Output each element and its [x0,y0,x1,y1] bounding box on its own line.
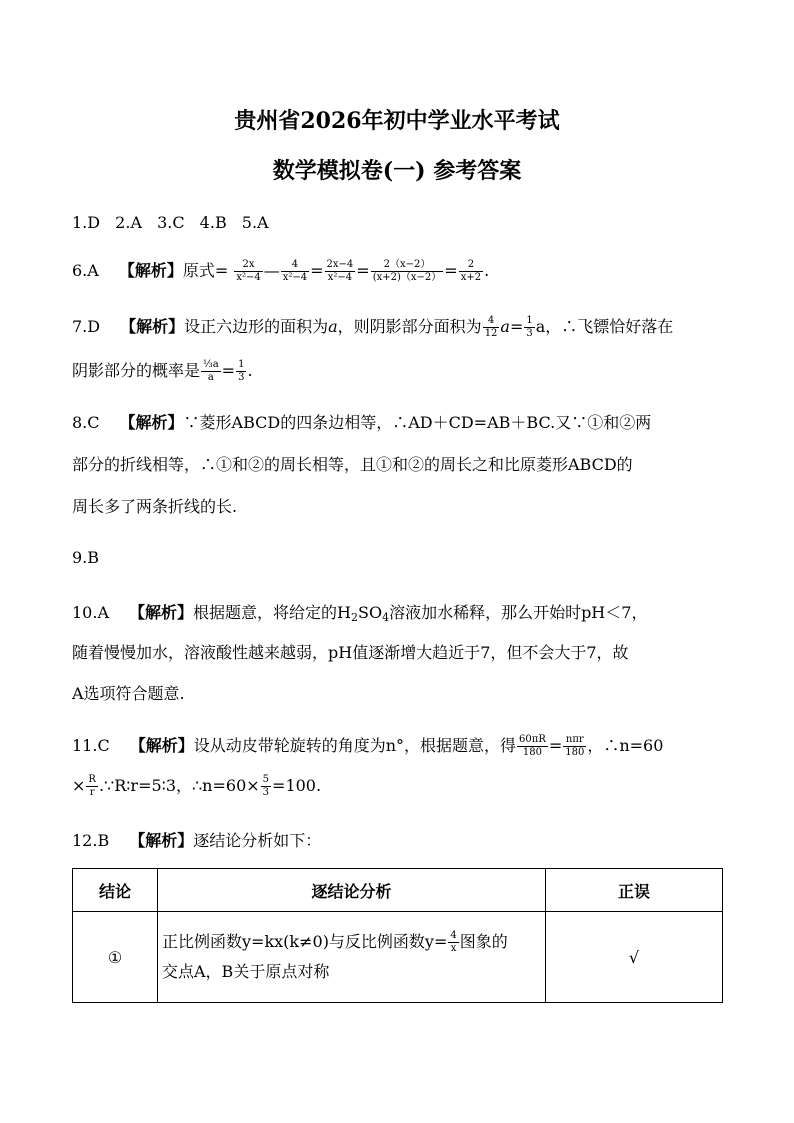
question-8-line-1: 8.C 【解析】∵菱形ABCD的四条边相等，∴AD＋CD=AB＋BC.又∵①和②两 [72,413,652,432]
q6-frac-3: $\frac{2x-4}{\text{x²−4}}$ [326,259,354,283]
table-cell-label: ① [73,912,158,1003]
table-header: 逐结论分析 [158,869,546,912]
q6-number: 6.A [72,261,99,280]
q7-frac-d: $\frac{1}{3}$ [238,359,245,383]
q11-frac-d: $\frac{5}{3}$ [262,774,270,798]
table-header-row [73,869,723,912]
q6-frac-1: $\frac{2x}{\text{x²−4}}$ [236,259,261,283]
q11-frac-a: $\frac{60\pi R}{180}$ [519,734,546,758]
q6-frac-4: $\frac{2(x-2)}{(x+2)(x-2)}$ [372,259,442,283]
table-row [73,912,723,1003]
question-10-line-2: 随着慢慢加水，溶液酸性越来越弱，pH值逐渐增大趋近于7，但不会大于7，故 [72,643,629,662]
answers-1-5: 1.D 2.A 3.C 4.B 5.A [72,213,269,232]
question-7-line-1: 7.D 【解析】设正六边形的面积为a，则阴影部分面积为 $\frac{4}{12}$ a= $\frac{1}{3}$ a，∴飞镖恰好落在 [72,315,674,339]
question-11-line-2: × $\frac{R}{r}$ .∵R∶r=5∶3，∴n=60× $\frac{5}{3}$ =100. [72,774,322,798]
table-cell-analysis: 正比例函数y=kx(k≠0)与反比例函数y= $\frac{4}{x}$ 图象的 交点A，B关于原点对称 [158,912,546,1003]
question-6: 6.A 【解析】原式= $\frac{2x}{\text{x²−4}}$ — $\frac{4}{\text{x²−4}}$ = $\frac{2x-4}{\text{x²−4}}$ = $\frac{2(x-2)}{(x+2)(x-2)}$ = $\frac{2}{x+2}$ . [72,259,490,283]
question-11-line-1: 11.C 【解析】设从动皮带轮旋转的角度为n°，根据题意，得 $\frac{60\pi R}{180}$ = $\frac{\text{nπr}}{180}$ ，∴n=60 [72,734,664,758]
table-header: 正误 [546,869,723,912]
question-8-line-2: 部分的折线相等，∴①和②的周长相等，且①和②的周长之和比原菱形ABCD的 [72,455,633,474]
page-subtitle: 数学模拟卷(一) 参考答案 [272,158,522,184]
question-7-line-2: 阴影部分的概率是 $\frac{\text{⅓a}}{a}$ = $\frac{1}{3}$ . [72,359,253,383]
table-header: 结论 [73,869,158,912]
q6-text: 原式= [182,261,229,280]
q11-frac-b: $\frac{\text{nπr}}{180}$ [565,734,585,758]
q6-tag: 【解析】 [118,261,183,280]
q7-frac-b: $\frac{1}{3}$ [526,315,533,339]
table-frac: $\frac{4}{x}$ [450,930,457,954]
question-9: 9.B [72,548,100,567]
q6-frac-5: $\frac{2}{x+2}$ [460,259,482,283]
q6-frac-2: $\frac{4}{\text{x²−4}}$ [282,259,308,283]
question-12: 12.B 【解析】逐结论分析如下： [72,831,322,850]
question-8-line-3: 周长多了两条折线的长. [72,497,238,516]
analysis-table [72,868,723,1003]
question-10-line-1: 10.A 【解析】根据题意，将给定的$H_2SO_4$溶液加水稀释，那么开始时pH＜7， [72,603,648,624]
q7-frac-c: $\frac{\text{⅓a}}{a}$ [203,359,219,383]
q7-frac-a: $\frac{4}{12}$ [484,315,498,339]
question-10-line-3: A选项符合题意. [72,684,185,703]
q11-frac-c: $\frac{R}{r}$ [88,774,96,798]
page-title: 贵州省2026年初中学业水平考试 [234,108,560,134]
table-cell-result: √ [546,912,723,1003]
